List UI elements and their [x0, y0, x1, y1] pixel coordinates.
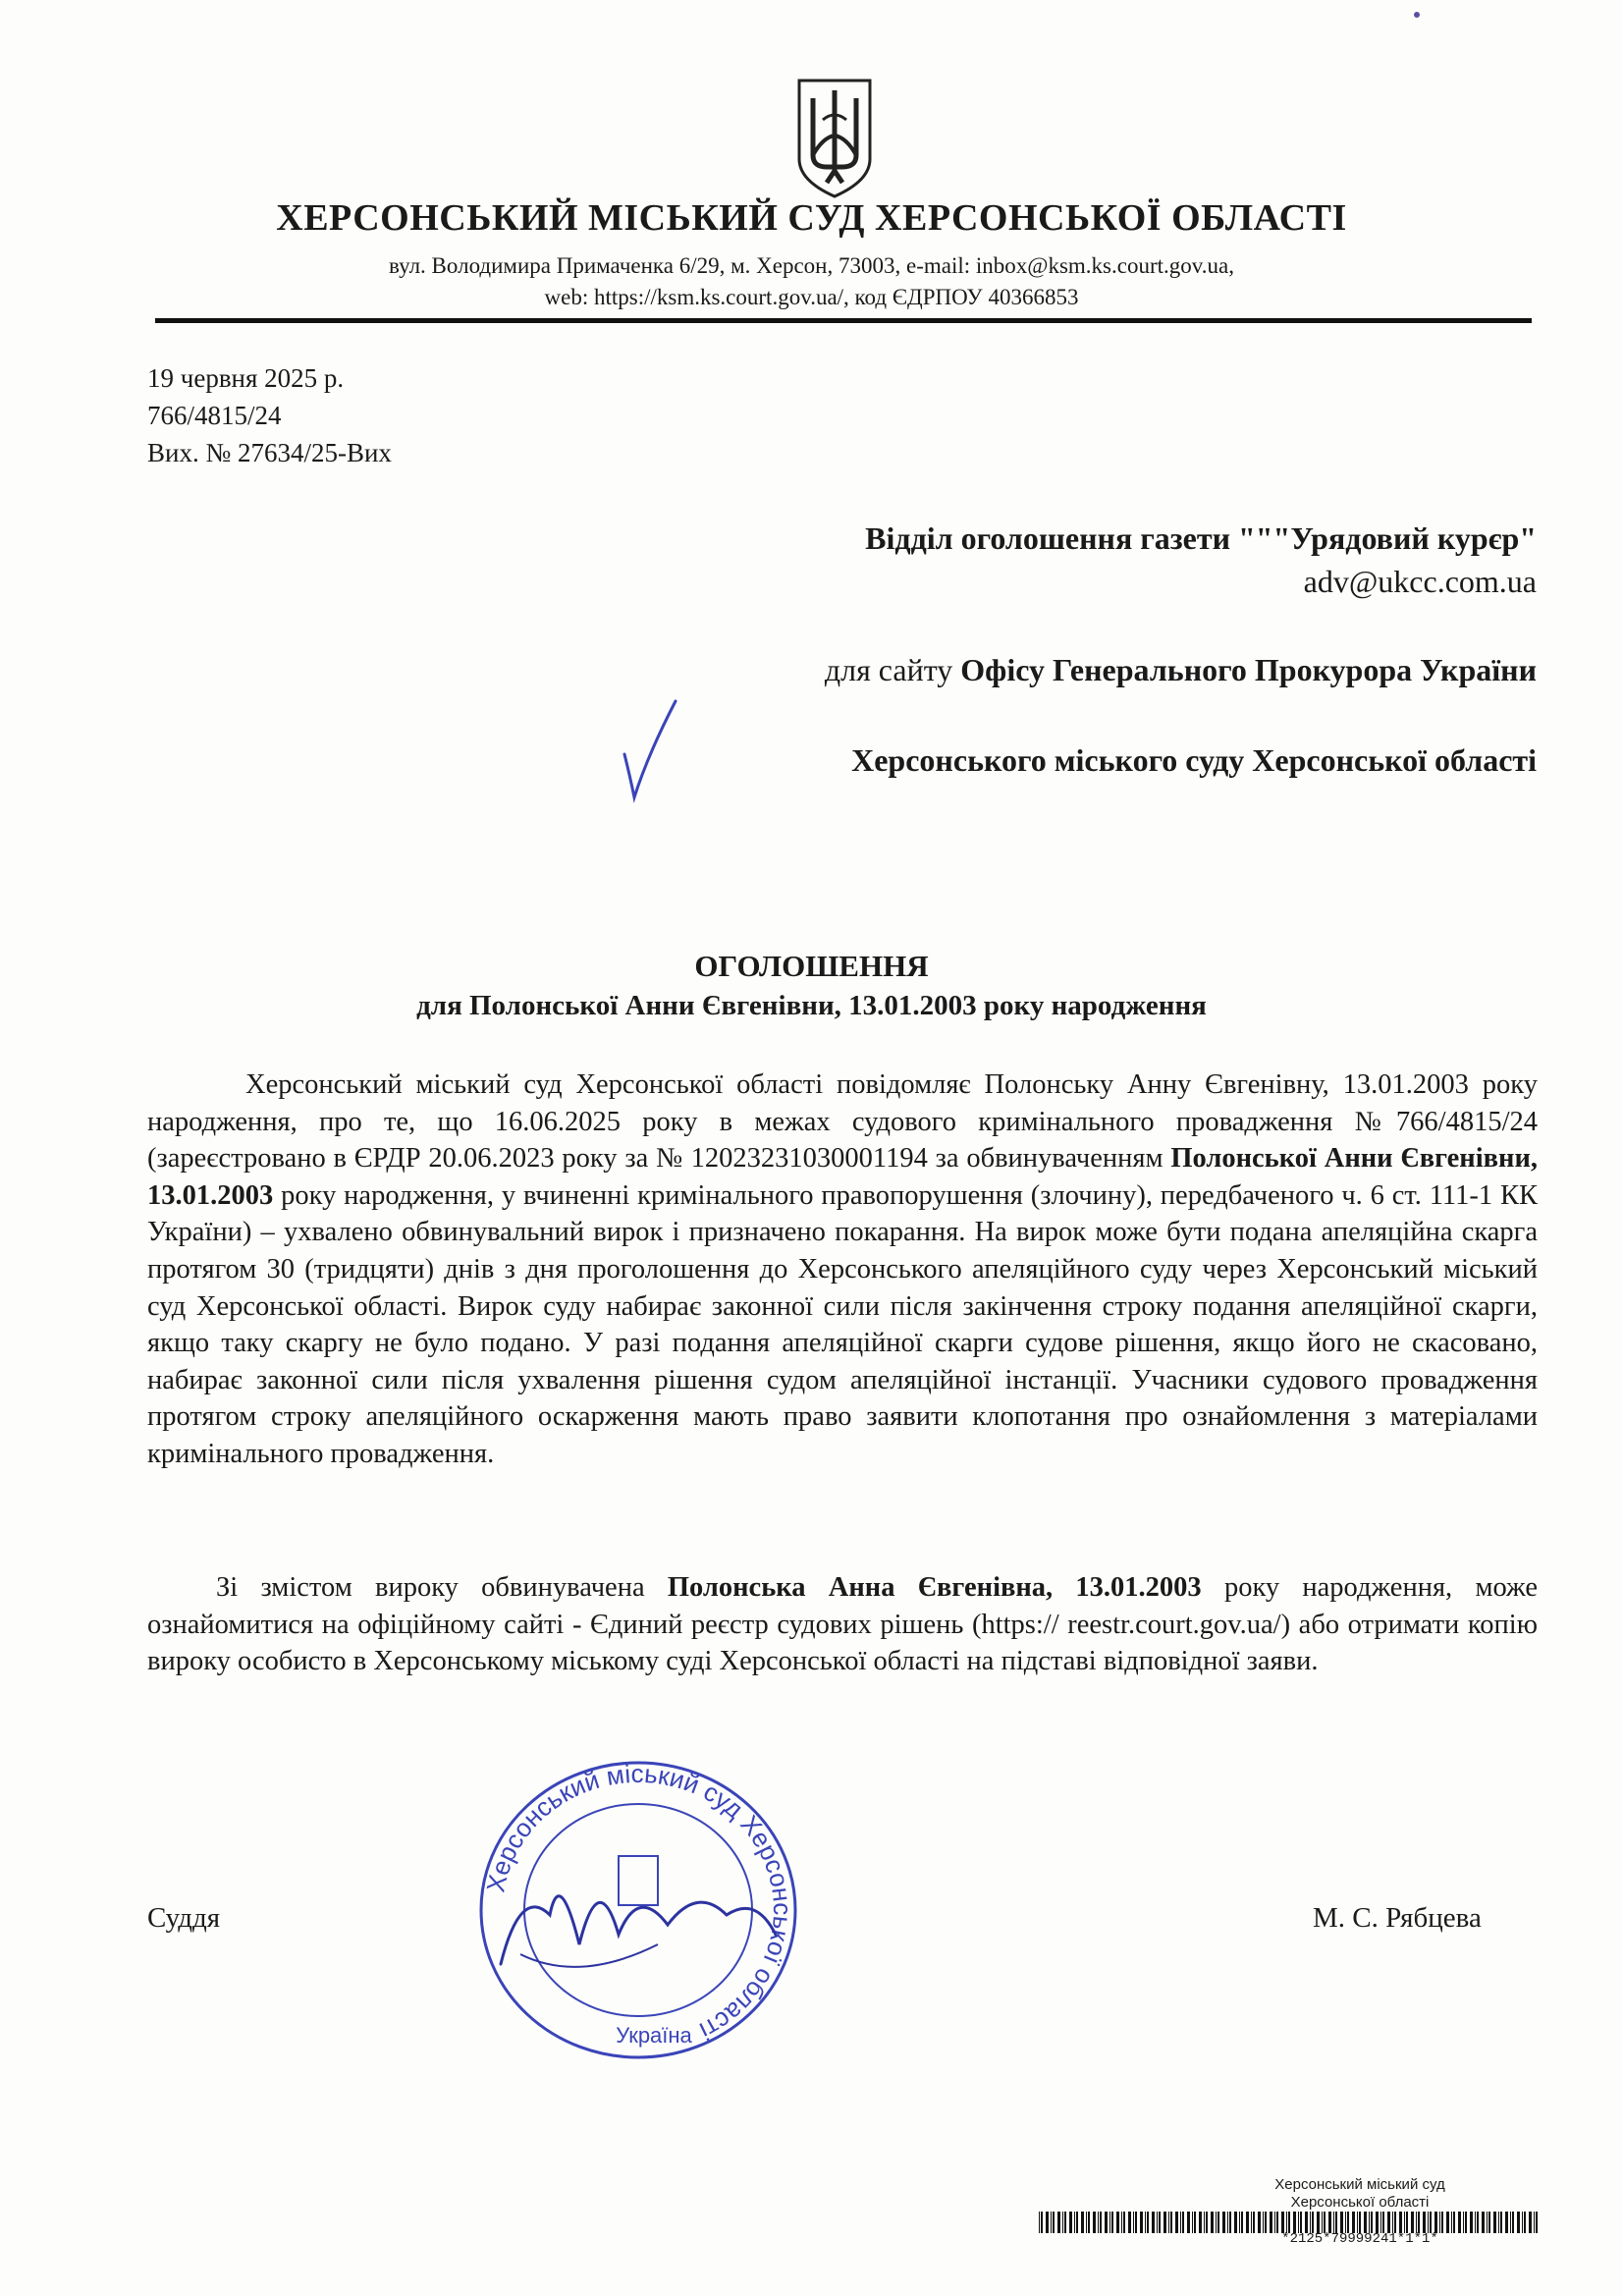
- barcode-bar: [1364, 2212, 1367, 2233]
- barcode-bar: [1310, 2212, 1311, 2233]
- barcode-bar: [1182, 2212, 1184, 2233]
- barcode-number: *2125*79999241*1*1*: [1281, 2231, 1438, 2247]
- barcode-bar: [1081, 2212, 1084, 2233]
- barcode-bar: [1487, 2212, 1488, 2233]
- barcode-bar: [1140, 2212, 1143, 2233]
- barcode-bar: [1522, 2212, 1523, 2233]
- addressee-email: adv@ukcc.com.ua: [1303, 564, 1537, 599]
- court-web: web: https://ksm.ks.court.gov.ua/, код ЄДРПОУ 40366853: [544, 285, 1079, 309]
- barcode-bar: [1076, 2212, 1078, 2233]
- barcode-bar: [1159, 2212, 1161, 2233]
- barcode-bar: [1046, 2212, 1049, 2233]
- barcode-bar: [1133, 2212, 1134, 2233]
- p2-text-a: Зі змістом вироку обвинувачена: [216, 1572, 668, 1603]
- addressee-prosecutor-name: Офісу Генерального Прокурора України: [960, 652, 1537, 687]
- barcode-bar: [1069, 2212, 1072, 2233]
- barcode-bar: [1394, 2212, 1396, 2233]
- checkmark-icon: [621, 695, 679, 803]
- barcode-bar: [1100, 2212, 1102, 2233]
- barcode-bar: [1439, 2212, 1440, 2233]
- barcode-bar: [1109, 2212, 1110, 2233]
- announcement-paragraph-1: [147, 1066, 1538, 1473]
- barcode-bar: [1475, 2212, 1476, 2233]
- barcode-bar: [1340, 2212, 1343, 2233]
- barcode-bar: [1098, 2212, 1099, 2233]
- footer-court-region: Херсонської області: [1290, 2194, 1430, 2211]
- barcode-bar: [1324, 2212, 1325, 2233]
- barcode-bar: [1453, 2212, 1455, 2233]
- court-name: ХЕРСОНСЬКИЙ МІСЬКИЙ СУД ХЕРСОНСЬКОЇ ОБЛАСТІ: [276, 197, 1347, 239]
- p1-text-b: року народження, у вчиненні кримінального правопорушення (злочину), передбаченого ч. 6 ст. 111-1 КК України) – ухвалено обвинувальний вирок і призначено покарання. На вирок може бути подана апеляційна скарга протягом 30 (тридцяти) днів з дня проголошення до Херсонського апеляційного суду через Херсонський міський суд Херсонської області. Вирок суду набирає законної сили після закінчення строку подання апеляційної скарги, якщо таку скаргу не було подано. У разі подання апеляційної скарги судове рішення, якщо його не скасовано, набирає законної сили після ухвалення рішення судом апеляційної інстанції. Учасники судового провадження протягом строку апеляційного оскарження мають право заявити клопотання про ознайомлення з матеріалами кримінального провадження.: [147, 1179, 1538, 1469]
- barcode-bar: [1357, 2212, 1358, 2233]
- barcode-bar: [1234, 2212, 1237, 2233]
- barcode-bar: [1258, 2212, 1261, 2233]
- barcode-bar: [1216, 2212, 1217, 2233]
- barcode-bar: [1222, 2212, 1225, 2233]
- barcode-bar: [1446, 2212, 1449, 2233]
- barcode-bar: [1051, 2212, 1052, 2233]
- barcode-bar: [1317, 2212, 1320, 2233]
- barcode-bar: [1328, 2212, 1331, 2233]
- barcode-bar: [1404, 2212, 1405, 2233]
- barcode-bar: [1123, 2212, 1125, 2233]
- barcode-bar: [1229, 2212, 1231, 2233]
- barcode-bar: [1288, 2212, 1290, 2233]
- barcode-bar: [1041, 2212, 1043, 2233]
- p1-text-a: Херсонський міський суд Херсонської області повідомляє Полонську Анну Євгенівну, 13.01.2003 року народження, про те, що 16.06.2025 року в межах судового кримінального провадження №766/4815/24 (зареєстровано в ЄРДР 20.06.2023 року за № 12023231030001194 за обвинуваченням: [147, 1069, 1538, 1175]
- barcode-bar: [1121, 2212, 1122, 2233]
- barcode-bar: [1217, 2212, 1219, 2233]
- barcode-bar: [1152, 2212, 1155, 2233]
- barcode-bar: [1371, 2212, 1373, 2233]
- barcode-bar: [1416, 2212, 1417, 2233]
- barcode-bar: [1305, 2212, 1308, 2233]
- barcode-bar: [1458, 2212, 1461, 2233]
- barcode-bar: [1276, 2212, 1278, 2233]
- barcode-bar: [1406, 2212, 1408, 2233]
- barcode-bar: [1062, 2212, 1063, 2233]
- barcode-bar: [1227, 2212, 1228, 2233]
- seal-ring-text: Херсонський міський суд Херсонської області: [480, 1758, 798, 2047]
- barcode-bar: [1369, 2212, 1370, 2233]
- p1-defendant-name: Полонської Анни Євгенівни, 13.01.2003: [147, 1143, 1538, 1211]
- barcode-bar: [1463, 2212, 1464, 2233]
- barcode-bar: [1298, 2212, 1299, 2233]
- header-divider: [155, 318, 1532, 323]
- barcode-bar: [1163, 2212, 1166, 2233]
- judge-name: М. С. Рябцева: [1313, 1902, 1482, 1934]
- barcode-bar: [1300, 2212, 1302, 2233]
- announcement-paragraph-2: [147, 1569, 1538, 1680]
- barcode-bar: [1253, 2212, 1255, 2233]
- barcode-bar: [1376, 2212, 1379, 2233]
- barcode-bar: [1536, 2212, 1538, 2233]
- addressee-court: Херсонського міського суду Херсонської області: [851, 742, 1537, 778]
- barcode-bar: [1157, 2212, 1158, 2233]
- announcement-subtitle: для Полонської Анни Євгенівни, 13.01.2003 року народження: [416, 990, 1207, 1021]
- barcode-bar: [1465, 2212, 1467, 2233]
- barcode-bar: [1116, 2212, 1119, 2233]
- barcode-bar: [1053, 2212, 1055, 2233]
- barcode-bar: [1293, 2212, 1296, 2233]
- barcode-bar: [1493, 2212, 1496, 2233]
- barcode-bar: [1505, 2212, 1508, 2233]
- barcode-bar: [1380, 2212, 1381, 2233]
- barcode-bar: [1281, 2212, 1284, 2233]
- barcode-bar: [1093, 2212, 1096, 2233]
- barcode-bar: [1086, 2212, 1087, 2233]
- barcode-bar: [1145, 2212, 1146, 2233]
- barcode-bar: [1088, 2212, 1090, 2233]
- barcode-bar: [1418, 2212, 1420, 2233]
- barcode-bar: [1399, 2212, 1402, 2233]
- barcode-bar: [1387, 2212, 1390, 2233]
- barcode-bar: [1524, 2212, 1526, 2233]
- barcode-bar: [1488, 2212, 1490, 2233]
- barcode-bar: [1194, 2212, 1196, 2233]
- case-number: 766/4815/24: [147, 401, 282, 430]
- barcode-bar: [1312, 2212, 1314, 2233]
- court-address: вул. Володимира Примаченка 6/29, м. Херсон, 73003, e-mail: inbox@ksm.ks.court.gov.ua,: [389, 253, 1234, 278]
- court-seal: [461, 1748, 815, 2072]
- barcode-bar: [1147, 2212, 1149, 2233]
- barcode-bar: [1477, 2212, 1479, 2233]
- barcode-bar: [1135, 2212, 1137, 2233]
- barcode-bar: [1345, 2212, 1346, 2233]
- barcode-bar: [1352, 2212, 1355, 2233]
- barcode-bar: [1111, 2212, 1113, 2233]
- barcode-bar: [1347, 2212, 1349, 2233]
- barcode-bar: [1239, 2212, 1240, 2233]
- seal-country: Україна: [616, 2023, 692, 2048]
- barcode-bar: [1517, 2212, 1520, 2233]
- barcode-bar: [1392, 2212, 1393, 2233]
- barcode-bar: [1241, 2212, 1243, 2233]
- letter-date: 19 червня 2025 р.: [147, 363, 345, 393]
- barcode-bar: [1251, 2212, 1252, 2233]
- barcode-bar: [1434, 2212, 1437, 2233]
- barcode-bar: [1451, 2212, 1452, 2233]
- barcode-bar: [1263, 2212, 1264, 2233]
- addressee-newspaper: Відділ оголошення газети """Урядовий курєр": [865, 520, 1537, 556]
- barcode-bar: [1192, 2212, 1193, 2233]
- document-barcode: [1039, 2212, 1542, 2233]
- barcode-bar: [1206, 2212, 1208, 2233]
- coat-of-arms-icon: [793, 77, 876, 200]
- barcode-bar: [1512, 2212, 1514, 2233]
- barcode-bar: [1270, 2212, 1272, 2233]
- barcode-bar: [1500, 2212, 1502, 2233]
- barcode-bar: [1498, 2212, 1499, 2233]
- barcode-bar: [1411, 2212, 1414, 2233]
- footer-court-name: Херсонський міський суд: [1274, 2176, 1445, 2193]
- barcode-bar: [1057, 2212, 1060, 2233]
- barcode-bar: [1064, 2212, 1066, 2233]
- barcode-bar: [1199, 2212, 1202, 2233]
- addressee-prosecutor: [825, 652, 1537, 688]
- outgoing-number: Вих. № 27634/25-Вих: [147, 438, 392, 467]
- barcode-bar: [1333, 2212, 1334, 2233]
- barcode-bar: [1211, 2212, 1214, 2233]
- barcode-bar: [1510, 2212, 1511, 2233]
- barcode-bar: [1128, 2212, 1131, 2233]
- barcode-bar: [1286, 2212, 1287, 2233]
- barcode-bar: [1170, 2212, 1172, 2233]
- p2-defendant-name: Полонська Анна Євгенівна, 13.01.2003: [667, 1572, 1202, 1603]
- barcode-bar: [1359, 2212, 1361, 2233]
- barcode-bar: [1335, 2212, 1337, 2233]
- barcode-bar: [1382, 2212, 1384, 2233]
- barcode-bar: [1168, 2212, 1169, 2233]
- barcode-bar: [1204, 2212, 1205, 2233]
- barcode-bar: [1187, 2212, 1190, 2233]
- barcode-bar: [1482, 2212, 1485, 2233]
- barcode-bar: [1322, 2212, 1323, 2233]
- p2-text-b: року народження, може ознайомитися на офіційному сайті - Єдиний реєстр судових рішень (https:// reestr.court.gov.ua/) або отримати копію вироку особисто в Херсонському міському суді Херсонської області на підставі відповідної заяви.: [147, 1572, 1538, 1677]
- barcode-bar: [1039, 2212, 1040, 2233]
- barcode-bar: [1534, 2212, 1535, 2233]
- barcode-bar: [1428, 2212, 1429, 2233]
- barcode-bar: [1529, 2212, 1532, 2233]
- barcode-bar: [1246, 2212, 1249, 2233]
- barcode-bar: [1430, 2212, 1432, 2233]
- barcode-bar: [1175, 2212, 1178, 2233]
- barcode-bar: [1470, 2212, 1473, 2233]
- barcode-bar: [1074, 2212, 1075, 2233]
- addressee-prefix: для сайту: [824, 652, 961, 687]
- barcode-bar: [1105, 2212, 1108, 2233]
- barcode-bar: [1265, 2212, 1267, 2233]
- barcode-bar: [1274, 2212, 1275, 2233]
- announcement-title: ОГОЛОШЕННЯ: [694, 949, 929, 983]
- barcode-bar: [1423, 2212, 1426, 2233]
- barcode-bar: [1441, 2212, 1443, 2233]
- ink-speck: [1414, 12, 1420, 18]
- barcode-bar: [1180, 2212, 1181, 2233]
- signature-role: Суддя: [147, 1902, 221, 1934]
